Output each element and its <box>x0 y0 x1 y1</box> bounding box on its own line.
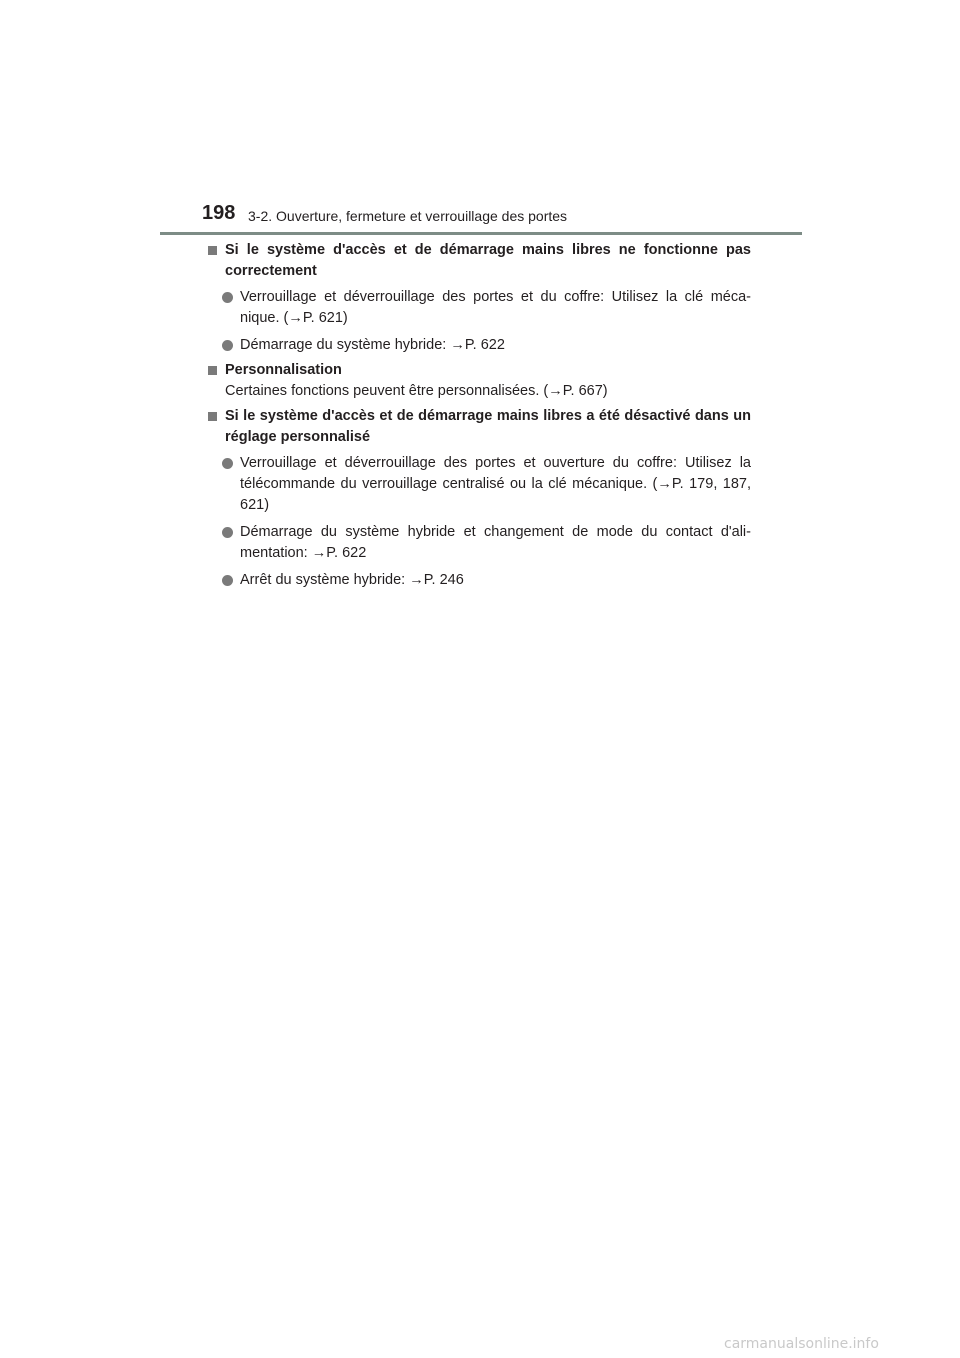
list-item <box>225 522 751 564</box>
list-item-text: Verrouillage et déverrouillage des portes et du coffre: Utilisez la clé méca- nique. (→P. 621) <box>240 289 751 326</box>
square-bullet-icon <box>208 366 217 375</box>
list-item-text: Verrouillage et déverrouillage des portes et ouverture du coffre: Utilisez la télécommande du verrouillage centralisé ou la clé mécanique. (→P. 179, 187, 621) <box>240 455 751 513</box>
section-title: 3-2. Ouverture, fermeture et verrouillage des portes <box>248 208 568 224</box>
list-item <box>225 453 751 516</box>
round-bullet-icon <box>222 292 233 303</box>
list-item <box>225 570 751 591</box>
round-bullet-icon <box>222 527 233 538</box>
square-bullet-icon <box>208 246 217 255</box>
item-list <box>225 287 751 356</box>
round-bullet-icon <box>222 575 233 586</box>
section-hands-free-disabled <box>207 406 751 591</box>
watermark: carmanualsonline.info <box>724 1336 879 1352</box>
round-bullet-icon <box>222 458 233 469</box>
list-item-text: Démarrage du système hybride et changement de mode du contact d'ali- mentation: →P. 622 <box>240 524 751 561</box>
round-bullet-icon <box>222 340 233 351</box>
square-bullet-icon <box>208 412 217 421</box>
list-item-text: Arrêt du système hybride: →P. 246 <box>240 572 464 588</box>
section-body-text: Certaines fonctions peuvent être personnalisées. (→P. 667) <box>225 383 608 399</box>
list-item <box>225 287 751 329</box>
page-content <box>207 240 751 595</box>
section-heading: Personnalisation <box>225 362 342 378</box>
section-personalization <box>207 360 751 402</box>
header-rule <box>160 232 802 235</box>
list-item <box>225 335 751 356</box>
section-heading: Si le système d'accès et de démarrage mains libres a été désactivé dans un réglage personnalisé <box>225 408 751 445</box>
page-header <box>202 201 802 231</box>
list-item-text: Démarrage du système hybride: →P. 622 <box>240 337 505 353</box>
section-hands-free-malfunction <box>207 240 751 356</box>
item-list <box>225 453 751 591</box>
section-heading: Si le système d'accès et de démarrage mains libres ne fonctionne pas correctement <box>225 242 751 279</box>
page-number: 198 <box>202 202 236 224</box>
